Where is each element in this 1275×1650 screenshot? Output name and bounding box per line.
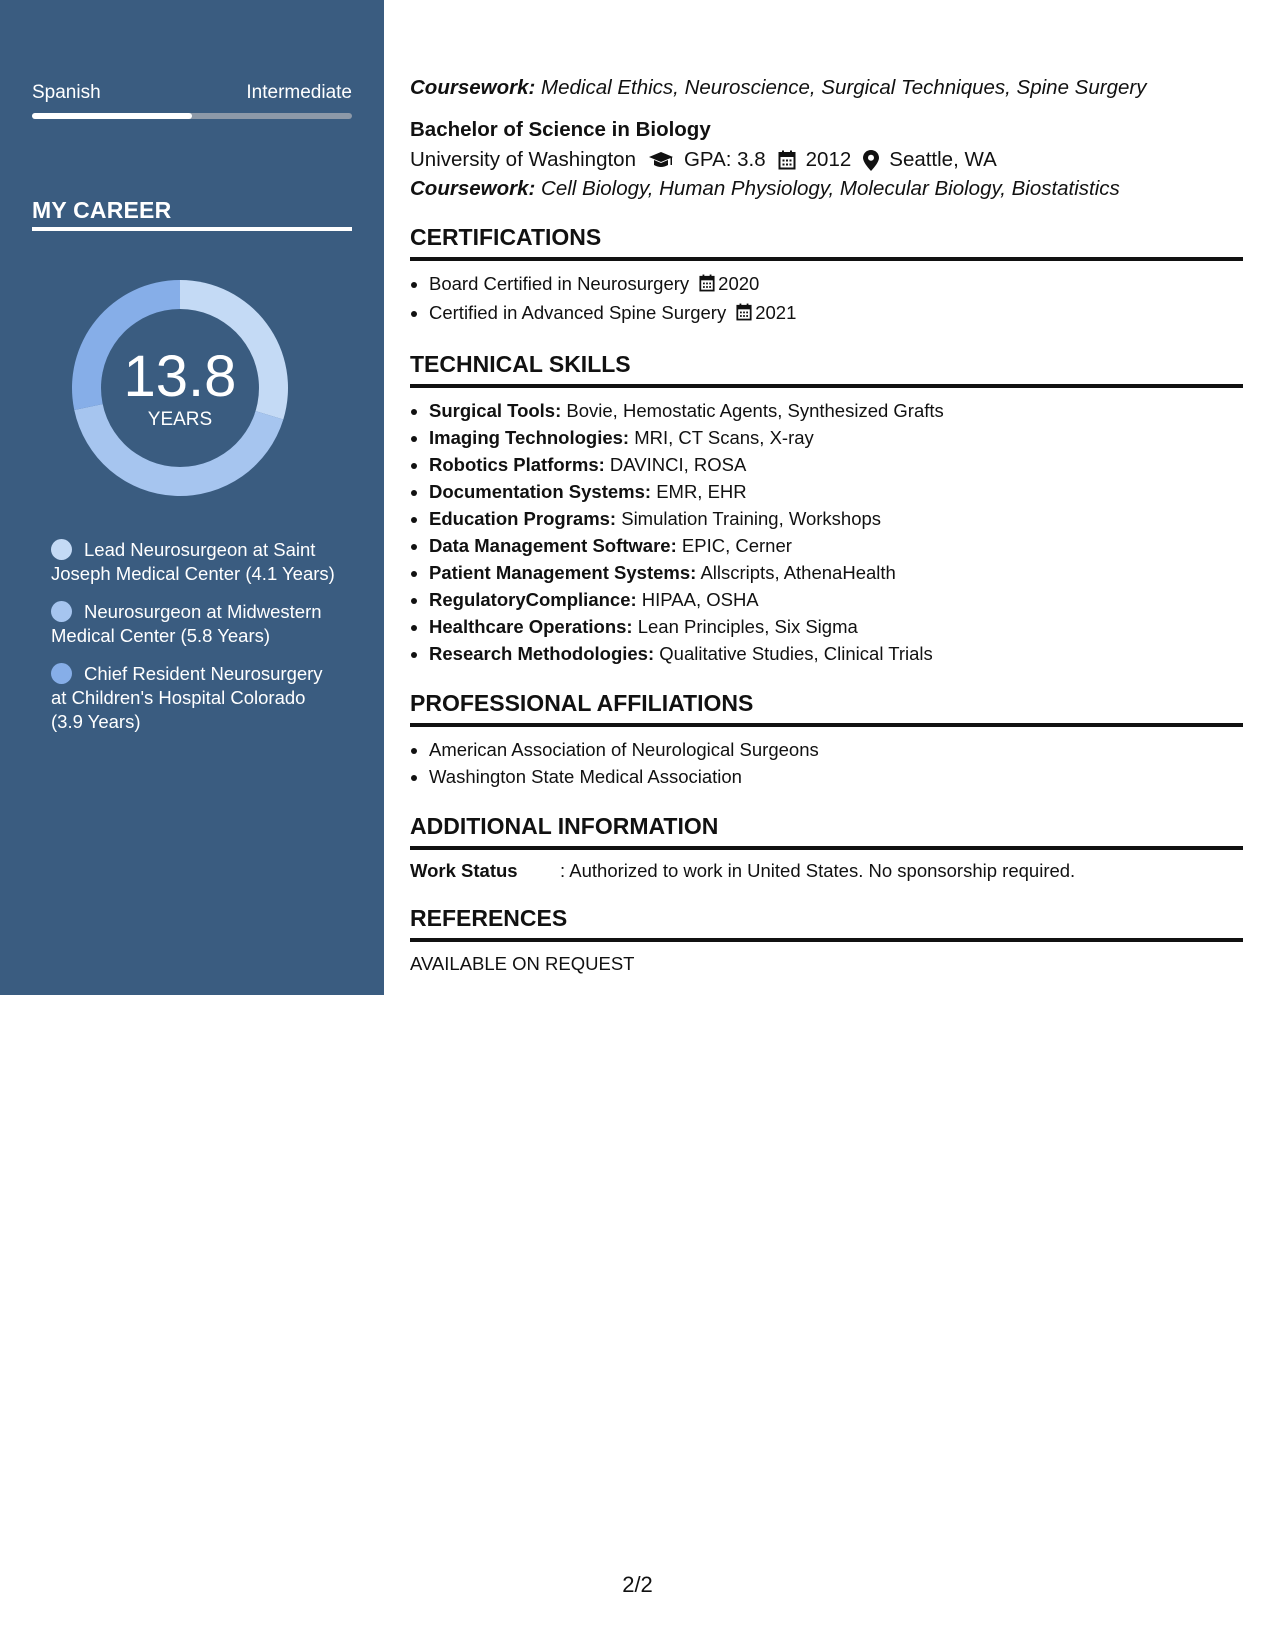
calendar-icon (699, 272, 715, 299)
calendar-icon (736, 301, 752, 328)
career-legend-item (51, 538, 336, 586)
language-row (32, 82, 352, 104)
skill-value: Simulation Training, Workshops (621, 508, 882, 529)
career-legend-label: Chief Resident Neurosurgery at Children's Hospital Colorado (3.9 Years) (51, 663, 323, 732)
graduation-year: 2012 (805, 148, 852, 171)
career-divider (32, 227, 352, 231)
career-donut-chart (64, 272, 296, 504)
career-legend-item (51, 600, 336, 648)
legend-dot-icon (51, 601, 72, 622)
language-proficiency-bar (32, 113, 352, 119)
school-location: Seattle, WA (889, 148, 997, 171)
education-details (410, 148, 1243, 172)
certification-item (429, 299, 1243, 328)
career-title: MY CAREER (32, 197, 172, 223)
skill-label: Imaging Technologies: (429, 427, 630, 448)
coursework-label: Coursework: (410, 76, 536, 99)
gpa: GPA: 3.8 (683, 148, 766, 171)
legend-dot-icon (51, 539, 72, 560)
career-total-unit: YEARS (147, 409, 213, 430)
certification-name: Certified in Advanced Spine Surgery (429, 302, 727, 323)
school-name: University of Washington (410, 148, 636, 171)
coursework-line (410, 177, 1243, 201)
certifications-heading: CERTIFICATIONS (410, 224, 1243, 261)
skill-item (429, 586, 1243, 613)
skill-item (429, 640, 1243, 667)
page-number: 2/2 (622, 1572, 653, 1597)
coursework-label: Coursework: (410, 177, 536, 200)
main-content (410, 76, 1243, 975)
skill-item (429, 478, 1243, 505)
language-proficiency-fill (32, 113, 192, 119)
skill-item (429, 424, 1243, 451)
additional-info-heading: ADDITIONAL INFORMATION (410, 813, 1243, 850)
career-legend-label: Lead Neurosurgeon at Saint Joseph Medical Center (4.1 Years) (51, 539, 335, 584)
calendar-icon (778, 150, 796, 170)
technical-skills-heading: TECHNICAL SKILLS (410, 351, 1243, 388)
affiliation-item: • American Association of Neurological Surgeons (429, 736, 1243, 763)
degree-title: Bachelor of Science in Biology (410, 118, 711, 141)
skill-value: Qualitative Studies, Clinical Trials (659, 643, 933, 664)
skill-value: Bovie, Hemostatic Agents, Synthesized Grafts (566, 400, 944, 421)
skill-label: Healthcare Operations: (429, 616, 633, 637)
career-total-years: 13.8 (123, 344, 237, 409)
coursework-text: Cell Biology, Human Physiology, Molecular Biology, Biostatistics (541, 177, 1120, 200)
references-heading: REFERENCES (410, 905, 1243, 942)
certification-item (429, 270, 1243, 299)
skill-label: Documentation Systems: (429, 481, 652, 502)
affiliations-heading: PROFESSIONAL AFFILIATIONS (410, 690, 1243, 727)
skill-value: DAVINCI, ROSA (609, 454, 747, 475)
language-level: Intermediate (246, 82, 352, 103)
skill-item (429, 451, 1243, 478)
skill-item (429, 613, 1243, 640)
skill-label: Research Methodologies: (429, 643, 655, 664)
skill-label: Education Programs: (429, 508, 617, 529)
career-legend (51, 538, 336, 748)
work-status-label: Work Status (410, 860, 518, 881)
skill-value: HIPAA, OSHA (641, 589, 759, 610)
career-legend-item (51, 662, 336, 734)
skill-label: Patient Management Systems: (429, 562, 697, 583)
certification-name: Board Certified in Neurosurgery (429, 273, 690, 294)
work-status-value: : Authorized to work in United States. No sponsorship required. (560, 860, 1076, 881)
certification-year: 2021 (755, 302, 797, 323)
skill-item (429, 397, 1243, 424)
skill-label: Data Management Software: (429, 535, 677, 556)
language-name: Spanish (32, 82, 101, 103)
references-text: AVAILABLE ON REQUEST (410, 953, 635, 974)
skill-item (429, 505, 1243, 532)
affiliations-list (410, 736, 1243, 790)
skill-label: Robotics Platforms: (429, 454, 605, 475)
coursework-text: Medical Ethics, Neuroscience, Surgical Techniques, Spine Surgery (541, 76, 1147, 99)
technical-skills-list (410, 397, 1243, 667)
legend-dot-icon (51, 663, 72, 684)
skill-value: Allscripts, AthenaHealth (700, 562, 896, 583)
skill-item (429, 532, 1243, 559)
graduation-cap-icon (648, 150, 674, 170)
skill-value: EPIC, Cerner (681, 535, 792, 556)
skill-item (429, 559, 1243, 586)
certification-year: 2020 (718, 273, 760, 294)
skill-label: Surgical Tools: (429, 400, 562, 421)
skill-value: Lean Principles, Six Sigma (637, 616, 858, 637)
certifications-list (410, 270, 1243, 328)
career-legend-label: Neurosurgeon at Midwestern Medical Center (5.8 Years) (51, 601, 322, 646)
sidebar (0, 0, 384, 995)
skill-value: EMR, EHR (656, 481, 747, 502)
affiliation-item: • Washington State Medical Association (429, 763, 1243, 790)
coursework-line (410, 76, 1243, 100)
work-status-row (410, 860, 1243, 882)
skill-value: MRI, CT Scans, X-ray (634, 427, 814, 448)
location-pin-icon (863, 150, 879, 171)
skill-label: RegulatoryCompliance: (429, 589, 637, 610)
